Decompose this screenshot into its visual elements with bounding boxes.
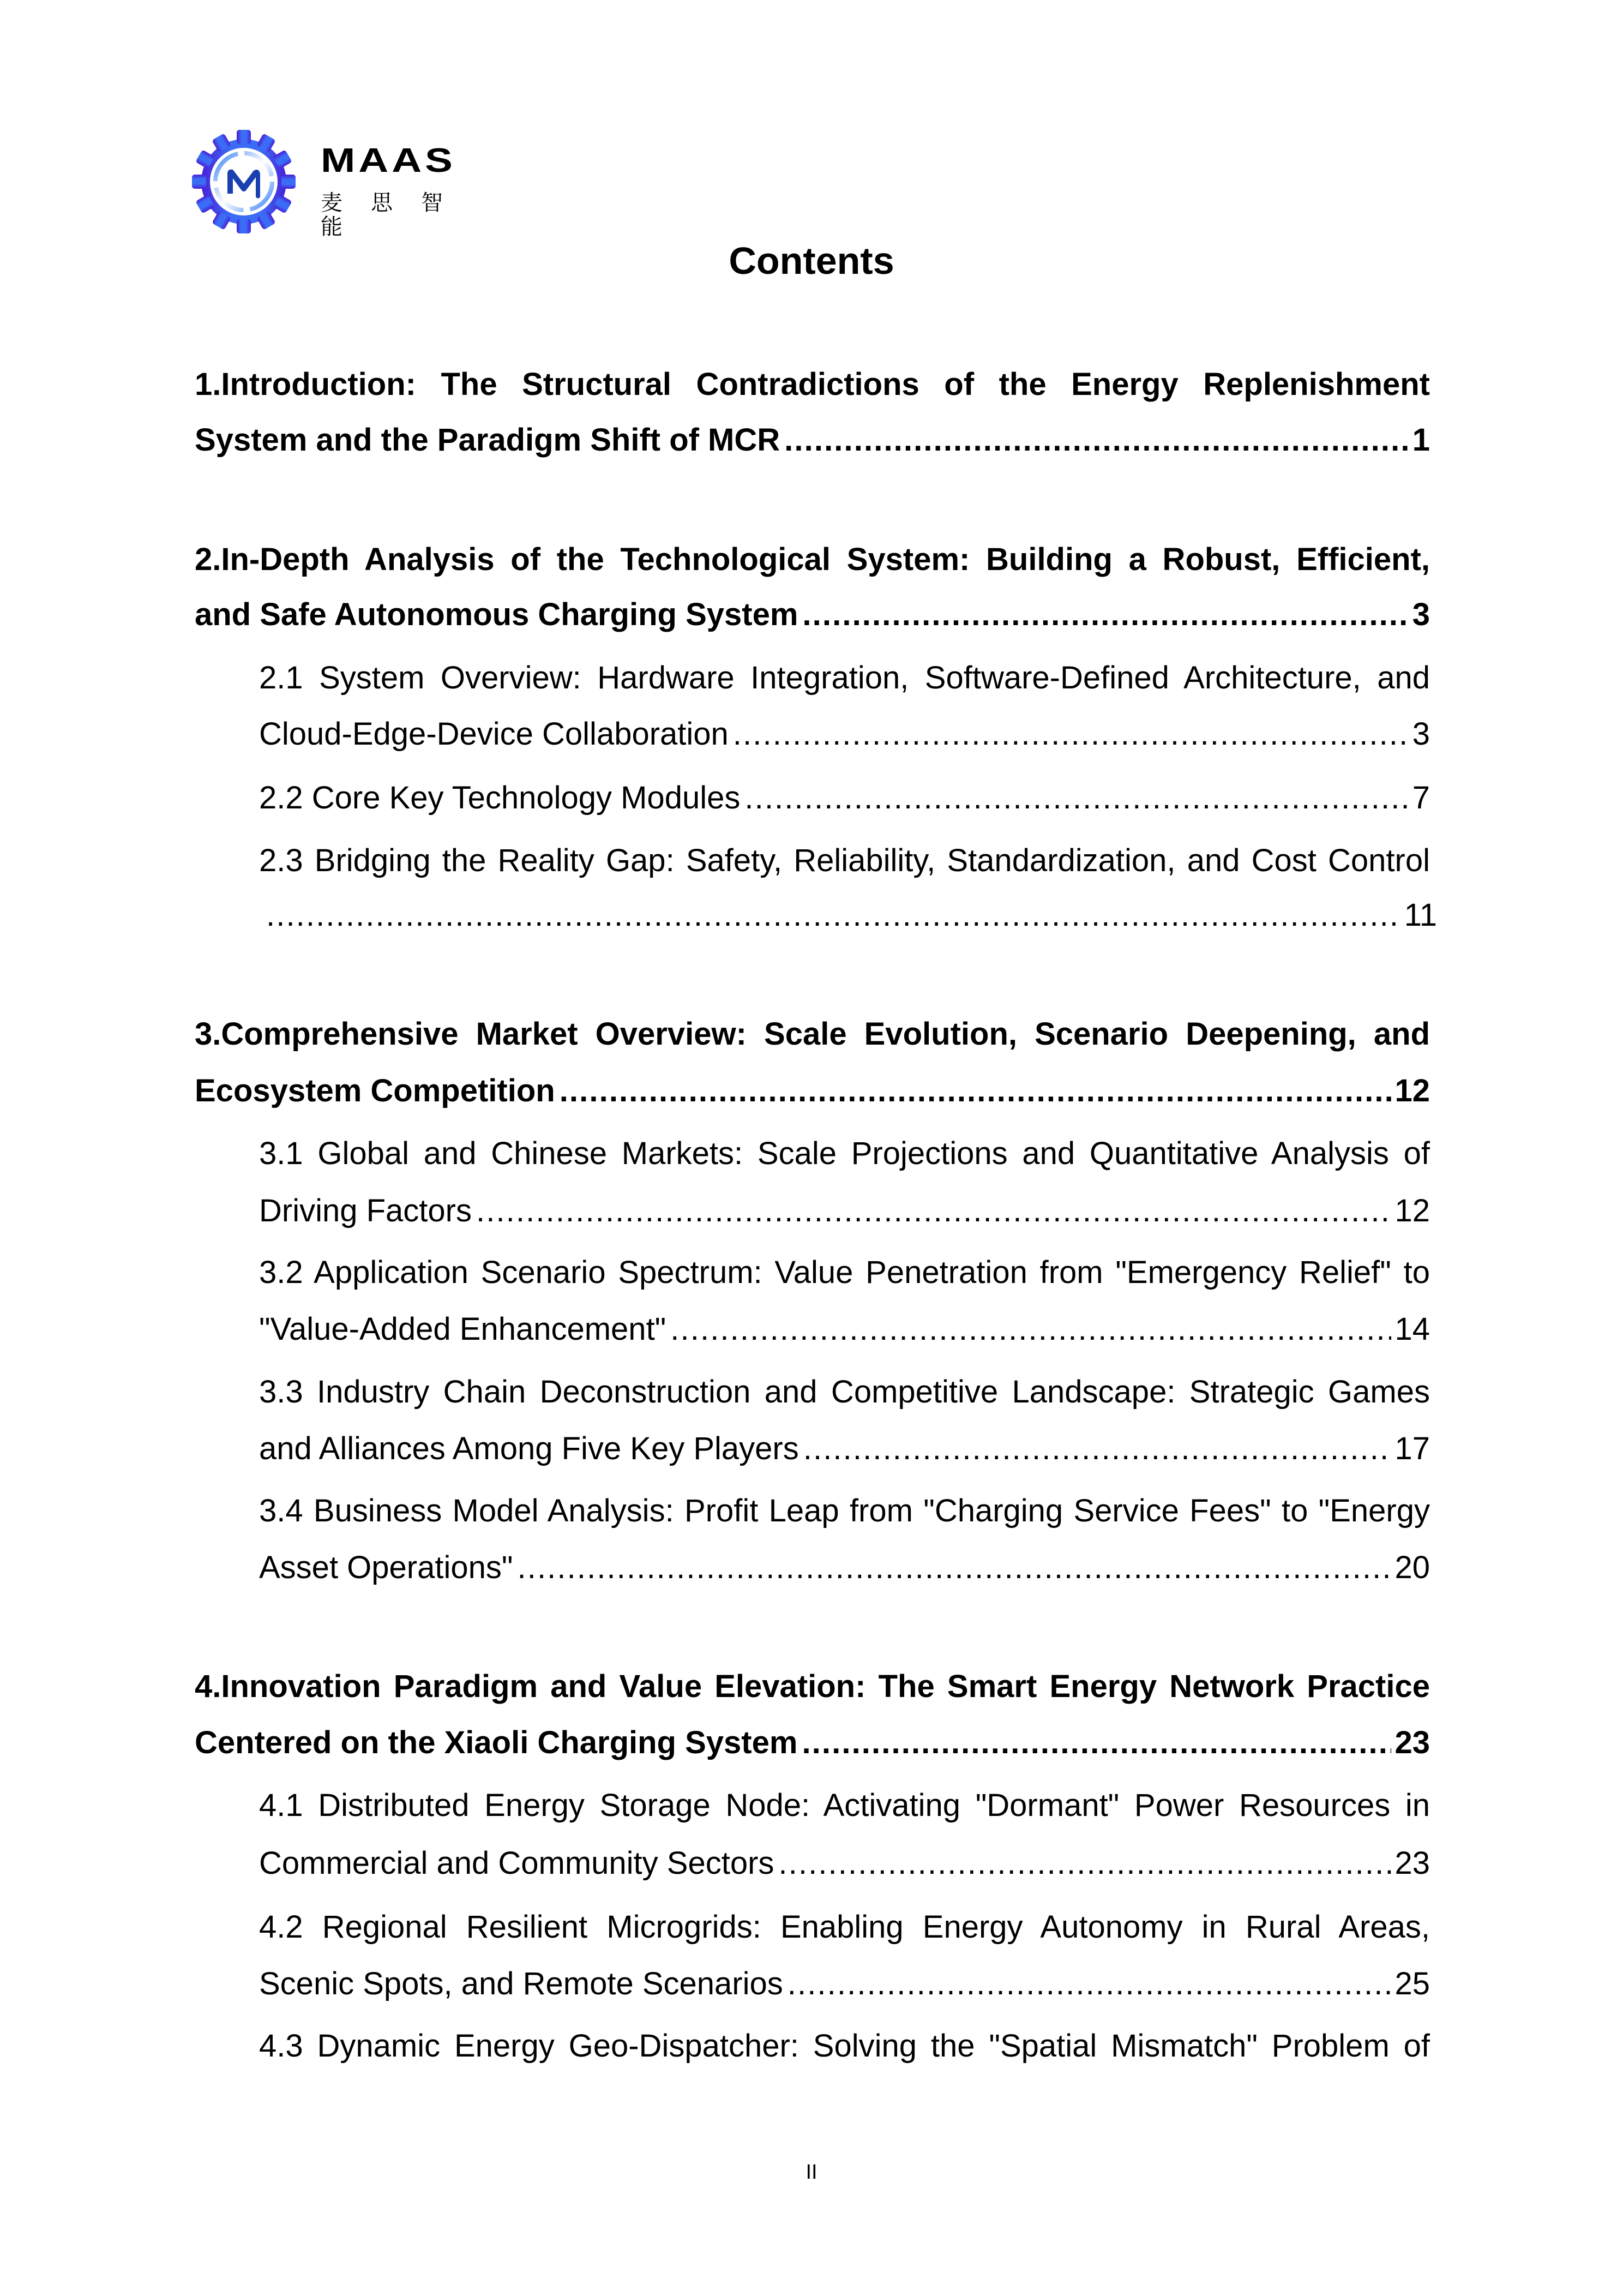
toc-entry-text: Ecosystem Competition — [195, 1073, 555, 1108]
toc-entry-text: and Alliances Among Five Key Players — [259, 1431, 799, 1466]
toc-entry-last-line — [195, 597, 1430, 633]
dot-leader — [802, 597, 1409, 633]
toc-entry-last-line — [259, 1550, 1430, 1586]
toc-entry-last-line — [259, 1966, 1430, 2002]
dot-leader — [744, 780, 1409, 816]
page-number: 23 — [1394, 1725, 1430, 1760]
page-number: 25 — [1394, 1966, 1430, 2001]
dot-leader — [476, 1193, 1392, 1229]
toc-entry-last-line — [195, 1725, 1430, 1761]
dot-leader — [560, 1073, 1392, 1109]
page-number-footer: II — [806, 2161, 817, 2184]
dot-leader — [266, 897, 1401, 933]
toc-entry-text: 2.2 Core Key Technology Modules — [259, 780, 741, 816]
toc-entry-last-line — [195, 422, 1430, 458]
gear-logo-icon — [192, 130, 296, 233]
toc-entry-last-line — [259, 716, 1430, 752]
toc-entry-text: Scenic Spots, and Remote Scenarios — [259, 1966, 783, 2001]
toc-entry-text: 3.4 Business Model Analysis: Profit Leap from "Charging Service Fees" to "Energy — [259, 1493, 1430, 1528]
toc-entry-last-line — [195, 1073, 1430, 1109]
toc-entry-text: 4.Innovation Paradigm and Value Elevation: The Smart Energy Network Practice — [195, 1669, 1430, 1704]
brand-name: MAAS — [321, 141, 456, 180]
toc-entry-text: 2.3 Bridging the Reality Gap: Safety, Reliability, Standardization, and Cost Control — [259, 843, 1430, 878]
toc-entry-text: Centered on the Xiaoli Charging System — [195, 1725, 798, 1760]
page-number: 12 — [1394, 1193, 1430, 1228]
toc-entry-text: Cloud-Edge-Device Collaboration — [259, 716, 729, 752]
page-number: 20 — [1394, 1550, 1430, 1585]
toc-entry-text: 4.1 Distributed Energy Storage Node: Activating "Dormant" Power Resources in — [259, 1788, 1430, 1823]
page-number: 3 — [1412, 597, 1430, 632]
dot-leader — [670, 1311, 1391, 1347]
dot-leader — [784, 422, 1409, 458]
company-logo — [192, 130, 503, 239]
page-number: 7 — [1412, 780, 1430, 816]
page-number: 23 — [1394, 1845, 1430, 1881]
page-number: 12 — [1394, 1073, 1430, 1108]
toc-entry-last-line — [259, 1431, 1430, 1467]
toc-entry-last-line — [259, 1193, 1430, 1229]
toc-entry-text: 3.1 Global and Chinese Markets: Scale Projections and Quantitative Analysis of — [259, 1136, 1430, 1171]
toc-entry-last-line — [259, 1311, 1430, 1347]
toc-entry-last-line — [259, 1845, 1430, 1881]
toc-entry-text: System and the Paradigm Shift of MCR — [195, 422, 780, 458]
toc-entry-text: Asset Operations" — [259, 1550, 513, 1585]
dot-leader — [788, 1966, 1392, 2002]
toc-entry-text: 3.3 Industry Chain Deconstruction and Competitive Landscape: Strategic Games — [259, 1374, 1430, 1410]
page-number: 17 — [1394, 1431, 1430, 1466]
toc-entry-text: Driving Factors — [259, 1193, 472, 1228]
dot-leader — [803, 1431, 1392, 1467]
toc-entry-text: Commercial and Community Sectors — [259, 1845, 774, 1881]
toc-entry-text: "Value-Added Enhancement" — [259, 1311, 666, 1347]
toc-entry-text: 2.1 System Overview: Hardware Integration, Software-Defined Architecture, and — [259, 660, 1430, 696]
dot-leader — [517, 1550, 1391, 1586]
page-number: 14 — [1394, 1311, 1430, 1347]
toc-entry-last-line — [259, 897, 1437, 933]
page-title: Contents — [729, 239, 894, 282]
dot-leader — [733, 716, 1409, 752]
page-number: 3 — [1412, 716, 1430, 752]
toc-entry-text: 4.3 Dynamic Energy Geo-Dispatcher: Solving the "Spatial Mismatch" Problem of — [259, 2028, 1430, 2064]
dot-leader — [802, 1725, 1391, 1761]
toc-entry-text: 3.Comprehensive Market Overview: Scale Evolution, Scenario Deepening, and — [195, 1016, 1430, 1052]
toc-entry-text: and Safe Autonomous Charging System — [195, 597, 798, 632]
page-number: 11 — [1404, 897, 1437, 933]
toc-entry-text: 4.2 Regional Resilient Microgrids: Enabling Energy Autonomy in Rural Areas, — [259, 1909, 1430, 1945]
dot-leader — [778, 1845, 1391, 1881]
brand-name-chinese: 麦思智能 — [321, 190, 471, 239]
page-number: 1 — [1412, 422, 1430, 458]
toc-entry-text: 1.Introduction: The Structural Contradictions of the Energy Replenishment — [195, 367, 1430, 402]
toc-entry-text: 3.2 Application Scenario Spectrum: Value Penetration from "Emergency Relief" to — [259, 1255, 1430, 1290]
toc-entry-text: 2.In-Depth Analysis of the Technological System: Building a Robust, Efficient, — [195, 542, 1430, 577]
toc-entry-last-line — [259, 780, 1430, 816]
